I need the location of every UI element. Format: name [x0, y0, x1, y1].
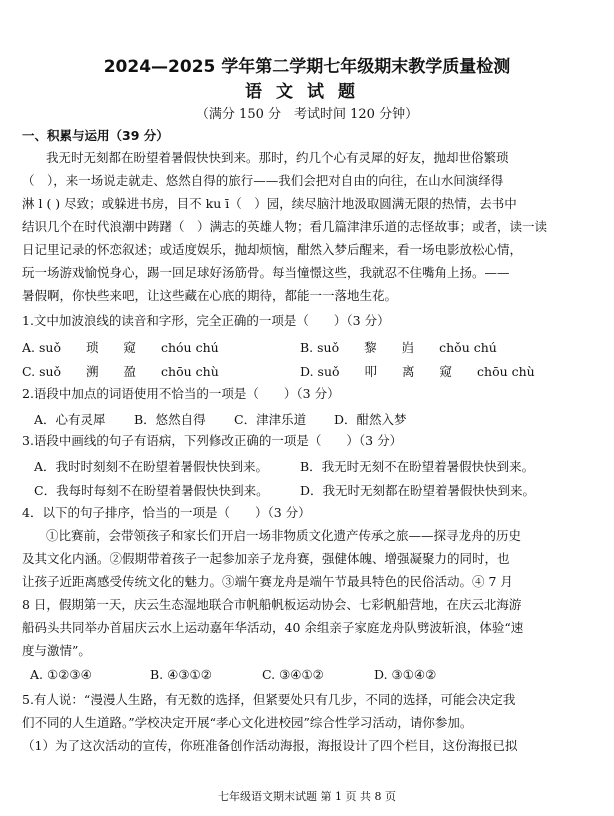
q4-stem: 4．以下的句子排序，恰当的一项是（ ）（3 分） — [22, 505, 311, 520]
q3-stem: 3.语段中画线的句子有语病，下列修改正确的一项是（ ）（3 分） — [22, 433, 403, 448]
q4-option-c: C. ③④①② — [262, 667, 324, 682]
q3-option-c: C．我每时每刻不在盼望着暑假快快到来。 — [34, 483, 269, 498]
q4-text-line: 让孩子近距离感受传统文化的魅力。③端午赛龙舟是端午节最具特色的民俗活动。④ 7 月 — [22, 574, 513, 589]
q5-text-line: （1）为了这次活动的宣传，你班准备创作活动海报，海报设计了四个栏目，这份海报已拟 — [22, 738, 518, 753]
q4-text-line: 度与激情”。 — [22, 643, 91, 658]
q5-text-line: 5.有人说：“漫漫人生路，有无数的选择，但紧要处只有几步，不同的选择，可能会决定我 — [22, 692, 516, 707]
passage-line: 日记里记录的怀恋叙述；或适度娱乐，抛却烦恼，酣然入梦后醒来，看一场电影放松心情， — [22, 242, 523, 257]
q4-option-a: A. ①②③④ — [30, 667, 92, 682]
q2-option-d: D．酣然入梦 — [334, 412, 407, 427]
exam-subject: 语文试题 — [245, 82, 369, 102]
q2-option-c: C．津津乐道 — [234, 412, 307, 427]
q3-option-a: A．我时时刻刻不在盼望着暑假快快到来。 — [34, 459, 269, 474]
exam-title: 2024—2025 学年第二学期七年级期末教学质量检测 — [103, 57, 511, 77]
passage-line: 淋 l ( ) 尽致；或躲进书房，目不 ku ī（ ）园，续尽脑汁地汲取圆满无限的热情，去书中 — [22, 196, 517, 211]
q4-option-b: B. ④③①② — [150, 667, 212, 682]
passage-line: 暑假啊，你快些来吧，让这些藏在心底的期待，都能一一落地生花。 — [22, 288, 398, 303]
q4-text-line: 船码头共同举办首届庆云水上运动嘉年华活动，40 余组亲子家庭龙舟队劈波斩浪，体验“速 — [22, 620, 524, 635]
q1-option-a: A. suǒ 琐 窥 chóu chú — [22, 340, 219, 355]
q4-text-line: 8 日，假期第一天，庆云生态湿地联合市帆船帆板运动协会、七彩帆船营地，在庆云北海游 — [22, 597, 522, 612]
passage-line: 玩一场游戏愉悦身心，踢一回足球好汤筋骨。每当憧憬这些，我就忍不住嘴角上扬。—— — [22, 265, 510, 280]
passage-line: 我无时无刻都在盼望着暑假快快到来。那时，约几个心有灵犀的好友，抛却世俗繁琐 — [46, 150, 509, 165]
q2-stem: 2.语段中加点的词语使用不恰当的一项是（ ）（3 分） — [22, 386, 340, 401]
exam-info: （满分 150 分 考试时间 120 分钟） — [195, 107, 419, 122]
q1-stem: 1.文中加波浪线的读音和字形，完全正确的一项是（ ）（3 分） — [22, 313, 390, 328]
q1-option-b: B. suǒ 黎 岿 chǒu chú — [300, 340, 497, 355]
q4-option-d: D. ③①④② — [374, 667, 437, 682]
q4-text-line: 及其文化内涵。②假期带着孩子一起参加亲子龙舟赛，强健体魄、增强凝聚力的同时，也 — [22, 551, 510, 566]
q2-option-a: A．心有灵犀 — [34, 412, 106, 427]
passage-line: 结识几个在时代浪潮中踌躇（ ）满志的英雄人物；看几篇津津乐道的志怪故事；或者，读一读 — [22, 219, 548, 234]
section-heading: 一、积累与运用（39 分） — [22, 128, 169, 143]
passage-line: （ ），来一场说走就走、悠然自得的旅行——我们会把对自由的向往，在山水间演绎得 — [22, 173, 504, 188]
q1-option-c: C. suǒ 溯 盈 chōu chù — [22, 364, 219, 379]
q4-text-line: ①比赛前，会带领孩子和家长们开启一场非物质文化遗产传承之旅——探寻龙舟的历史 — [46, 528, 522, 543]
q5-text-line: 们不同的人生道路。”学校决定开展“孝心文化进校园”综合性学习活动，请你参加。 — [22, 715, 473, 730]
q3-option-b: B．我无时无刻不在盼望着暑假快快到来。 — [300, 459, 535, 474]
page-footer: 七年级语文期末试题 第 1 页 共 8 页 — [218, 790, 396, 803]
q2-option-b: B．悠然自得 — [134, 412, 206, 427]
q1-option-d: D. suǒ 叩 离 窥 chōu chù — [300, 364, 535, 379]
q3-option-d: D．我无时无刻都在盼望着暑假快快到来。 — [300, 483, 536, 498]
